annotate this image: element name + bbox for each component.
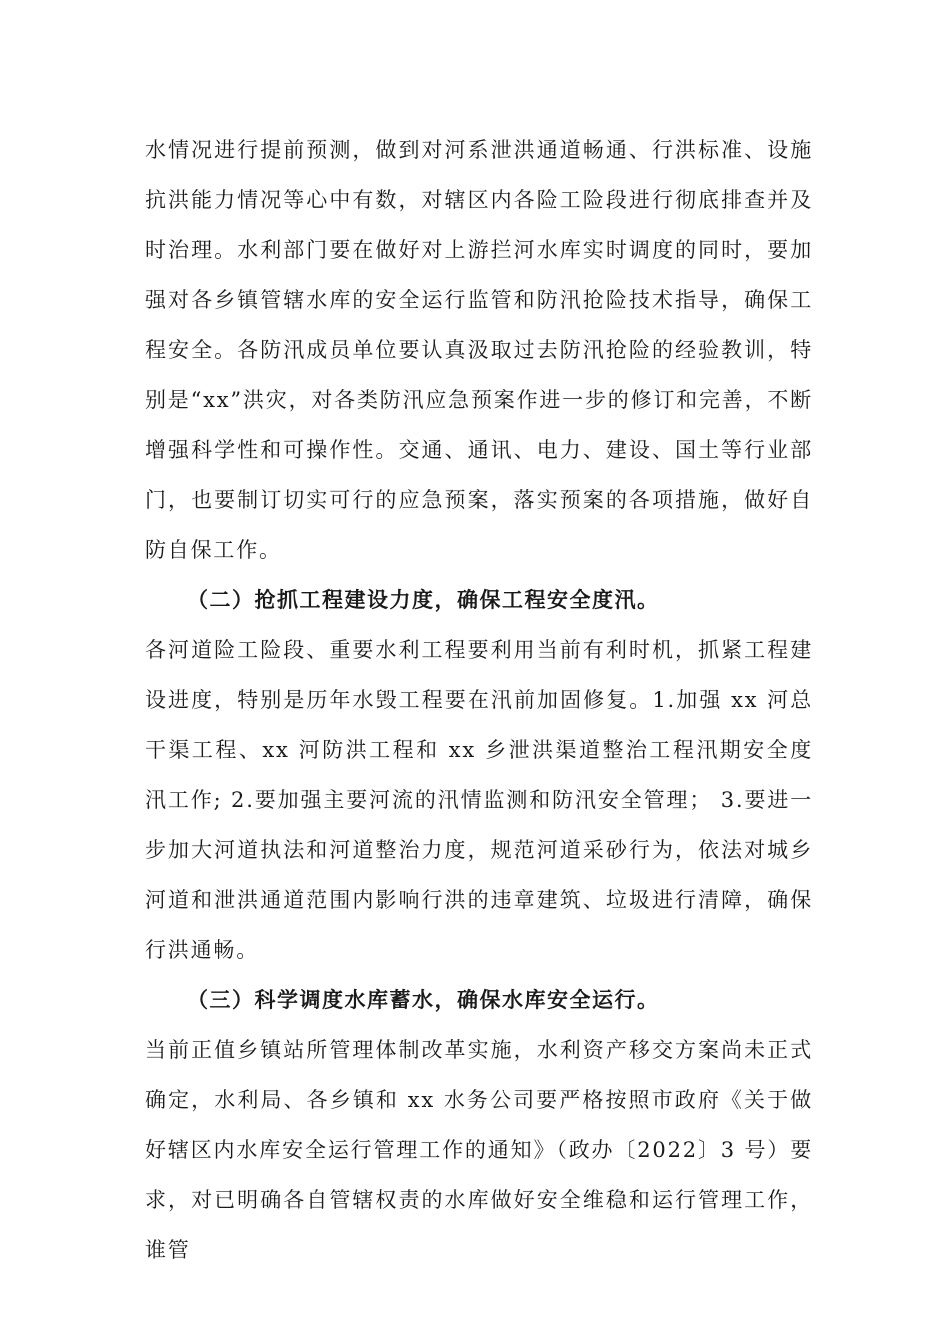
body-paragraph-2: 各河道险工险段、重要水利工程要利用当前有利时机，抓紧工程建设进度，特别是历年水毁工程要在汛前加固修复。1.加强 xx 河总干渠工程、xx 河防洪工程和 xx 乡泄洪渠道整治工程汛期安全度汛工作; 2.要加强主要河流的汛情监测和防汛安全管理； 3.要进一步加大河道执法和河道整治力度，规范河道采砂行为，依法对城乡河道和泄洪通道范围内影响行洪的违章建筑、垃圾进行清障，确保行洪通畅。 (145, 638, 813, 962)
section-heading-2: （二）抢抓工程建设力度，确保工程安全度汛。 (187, 587, 660, 612)
body-paragraph-3: 当前正值乡镇站所管理体制改革实施，水利资产移交方案尚未正式确定，水利局、各乡镇和 xx 水务公司要严格按照市政府《关于做好辖区内水库安全运行管理工作的通知》（政办〔2022〕3 号）要求，对已明确各自管辖权责的水库做好安全维稳和运行管理工作，谁管 (145, 1038, 813, 1262)
section-heading-3: （三）科学调度水库蓄水，确保水库安全运行。 (187, 987, 660, 1012)
document-page (145, 125, 813, 1275)
body-paragraph-1: 水情况进行提前预测，做到对河系泄洪通道畅通、行洪标准、设施抗洪能力情况等心中有数，对辖区内各险工险段进行彻底排查并及时治理。水利部门要在做好对上游拦河水库实时调度的同时，要加强对各乡镇管辖水库的安全运行监管和防汛抢险技术指导，确保工程安全。各防汛成员单位要认真汲取过去防汛抢险的经验教训，特别是“xx”洪灾，对各类防汛应急预案作进一步的修订和完善，不断增强科学性和可操作性。交通、通讯、电力、建设、国土等行业部门，也要制订切实可行的应急预案，落实预案的各项措施，做好自防自保工作。 (145, 138, 813, 562)
